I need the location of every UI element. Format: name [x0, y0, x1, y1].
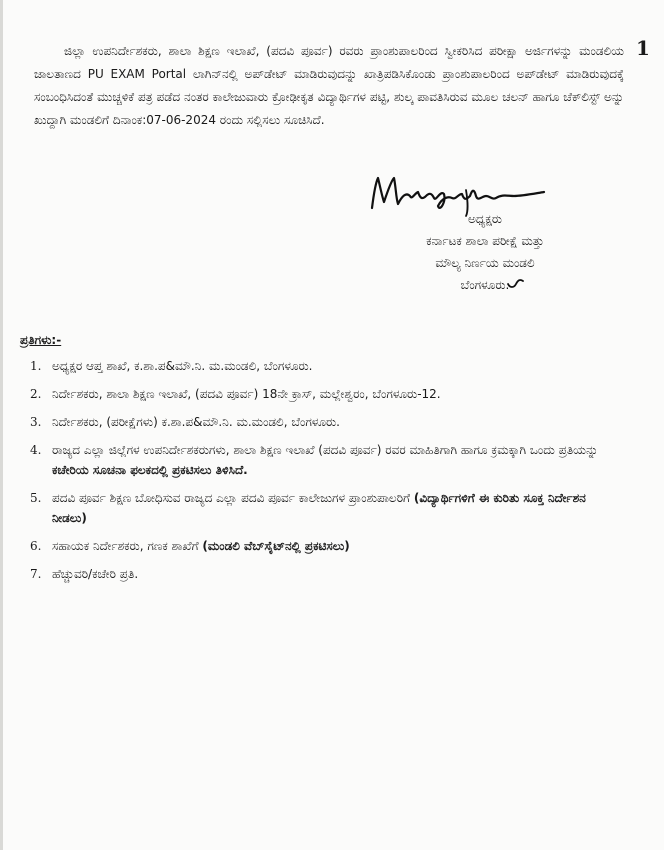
item-text: ಹೆಚ್ಚುವರಿ/ಕಚೇರಿ ಪ್ರತಿ.	[52, 567, 139, 581]
board-name-line1: ಕರ್ನಾಟಕ ಶಾಲಾ ಪರೀಕ್ಷೆ ಮತ್ತು	[426, 234, 544, 248]
list-item	[20, 384, 620, 404]
body-paragraph: ಜಿಲ್ಲಾ ಉಪನಿರ್ದೇಶಕರು, ಶಾಲಾ ಶಿಕ್ಷಣ ಇಲಾಖೆ, (ಪದವಿ ಪೂರ್ವ) ರವರು ಪ್ರಾಂಶುಪಾಲರಿಂದ ಸ್ವೀಕರಿಸಿದ ಪರೀಕ್ಷಾ ಅರ್ಜಿಗಳನ್ನು ಮಂಡಲಿಯ ಜಾಲತಾಣದ PU EXAM Portal ಲಾಗಿನ್‌ನಲ್ಲಿ ಅಪ್‌ಡೇಟ್ ಮಾಡಿರುವುದನ್ನು ಖಾತ್ರಿಪಡಿಸಿಕೊಂಡು ಪ್ರಾಂಶುಪಾಲರಿಂದ ಅಪ್‌ಡೇಟ್ ಮಾಡಿರುವುದಕ್ಕೆ ಸಂಬಂಧಿಸಿದಂತೆ ಮುಚ್ಚಳಿಕೆ ಪತ್ರ ಪಡೆದ ನಂತರ ಕಾಲೇಜುವಾರು ಕ್ರೋಢೀಕೃತ ವಿದ್ಯಾರ್ಥಿಗಳ ಪಟ್ಟಿ, ಶುಲ್ಕ ಪಾವತಿಸಿರುವ ಮೂಲ ಚಲನ್ ಹಾಗೂ ಚೆಕ್‌ಲಿಸ್ಟ್ ಅನ್ನು ಖುದ್ದಾಗಿ ಮಂಡಲಿಗೆ ದಿನಾಂಕ:07-06-2024 ರಂದು ಸಲ್ಲಿಸಲು ಸೂಚಿಸಿದೆ.	[34, 44, 624, 127]
copies-list	[20, 356, 620, 592]
list-item	[20, 412, 620, 432]
list-item	[20, 440, 620, 480]
item-text: ಪದವಿ ಪೂರ್ವ ಶಿಕ್ಷಣ ಬೋಧಿಸುವ ರಾಜ್ಯದ ಎಲ್ಲಾ ಪದವಿ ಪೂರ್ವ ಕಾಲೇಜುಗಳ ಪ್ರಾಂಶುಪಾಲರಿಗೆ	[52, 491, 414, 505]
item-text: ರಾಜ್ಯದ ಎಲ್ಲಾ ಜಿಲ್ಲೆಗಳ ಉಪನಿರ್ದೇಶಕರುಗಳು, ಶಾಲಾ ಶಿಕ್ಷಣ ಇಲಾಖೆ (ಪದವಿ ಪೂರ್ವ) ರವರ ಮಾಹಿತಿಗಾಗಿ ಹಾಗೂ ಕ್ರಮಕ್ಕಾಗಿ ಒಂದು ಪ್ರತಿಯನ್ನು	[52, 443, 599, 457]
list-item	[20, 488, 620, 528]
item-bold-text: (ವಿದ್ಯಾರ್ಥಿಗಳಿಗೆ ಈ ಕುರಿತು ಸೂಕ್ತ ನಿರ್ದೇಶನ ನೀಡಲು)	[52, 491, 586, 525]
item-text: ಸಹಾಯಕ ನಿರ್ದೇಶಕರು, ಗಣಕ ಶಾಖೆಗೆ	[52, 539, 203, 553]
item-bold-text: ಕಚೇರಿಯ ಸೂಚನಾ ಫಲಕದಲ್ಲಿ ಪ್ರಕಟಿಸಲು ತಿಳಿಸಿದೆ.	[52, 463, 248, 477]
list-item	[20, 564, 620, 584]
initial-mark	[505, 276, 525, 290]
item-text: ಅಧ್ಯಕ್ಷರ ಆಪ್ತ ಶಾಖೆ, ಕ.ಶಾ.ಪ&ಮೌ.ನಿ. ಮ.ಮಂಡಲಿ, ಬೆಂಗಳೂರು.	[52, 359, 313, 373]
list-item	[20, 356, 620, 376]
item-bold-text: (ಮಂಡಲಿ ವೆಬ್‌ಸೈಟ್‌ನಲ್ಲಿ ಪ್ರಕಟಿಸಲು)	[202, 539, 350, 553]
item-text: ನಿರ್ದೇಶಕರು, ಶಾಲಾ ಶಿಕ್ಷಣ ಇಲಾಖೆ, (ಪದವಿ ಪೂರ್ವ) 18ನೇ ಕ್ರಾಸ್, ಮಲ್ಲೇಶ್ವರಂ, ಬೆಂಗಳೂರು-12.	[52, 387, 441, 401]
signatory-title: ಅಧ್ಯಕ್ಷರು	[468, 212, 502, 226]
item-number: 4.	[30, 443, 42, 457]
item-number: 2.	[30, 387, 42, 401]
scan-edge	[0, 0, 3, 850]
board-city: ಬೆಂಗಳೂರು.	[460, 278, 510, 292]
item-number: 6.	[30, 539, 42, 553]
list-item	[20, 536, 620, 556]
item-number: 3.	[30, 415, 42, 429]
item-number: 1.	[30, 359, 42, 373]
copies-heading: ಪ್ರತಿಗಳು:-	[20, 333, 62, 347]
signatory-designation	[370, 208, 600, 296]
signature-block	[350, 172, 610, 302]
item-number: 5.	[30, 491, 42, 505]
item-number: 7.	[30, 567, 42, 581]
item-text: ನಿರ್ದೇಶಕರು, (ಪರೀಕ್ಷೆಗಳು) ಕ.ಶಾ.ಪ&ಮೌ.ನಿ. ಮ.ಮಂಡಲಿ, ಬೆಂಗಳೂರು.	[52, 415, 340, 429]
board-name-line2: ಮೌಲ್ಯ ನಿರ್ಣಯ ಮಂಡಲಿ	[435, 256, 535, 270]
page-mark: 1	[636, 36, 650, 60]
